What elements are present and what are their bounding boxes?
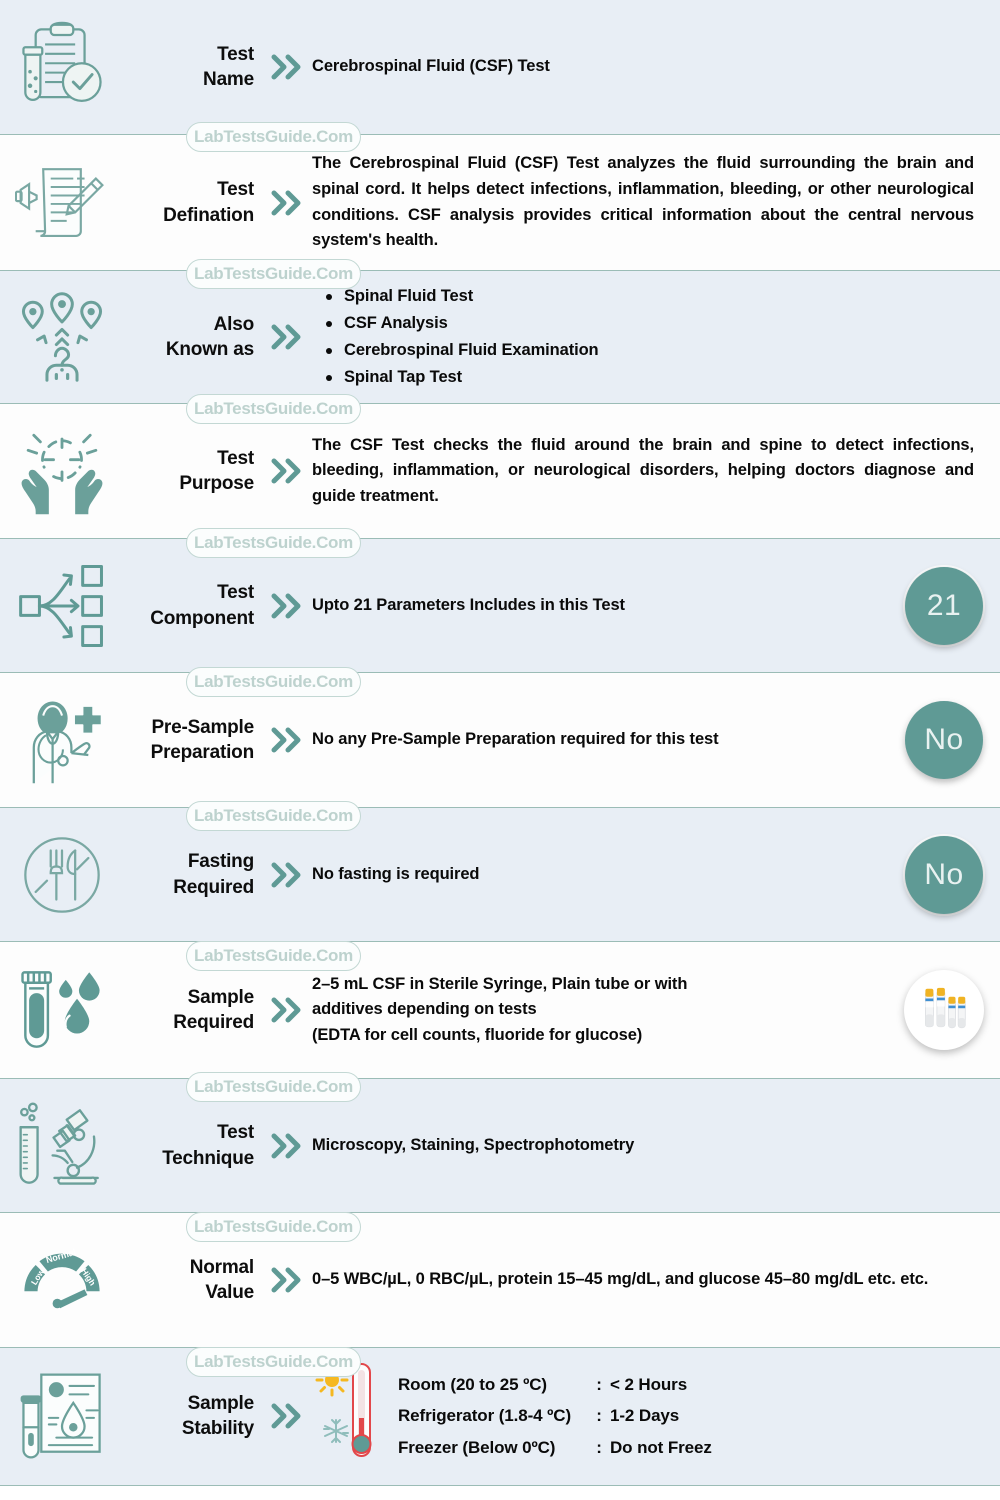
gauge-low-normal-high-icon	[0, 1213, 118, 1347]
list-item: Spinal Fluid Test	[312, 283, 976, 310]
blood-collection-tubes-icon	[904, 970, 984, 1050]
microscope-tube-icon	[0, 1079, 118, 1213]
value-line-1: 2–5 mL CSF in Sterile Syringe, Plain tube or with	[312, 974, 688, 993]
aka-list	[312, 283, 976, 392]
chevron-right-icon	[258, 1262, 312, 1298]
row-test-component	[0, 538, 1000, 674]
document-pen-announcement-icon	[0, 135, 118, 270]
status-badge-fasting: No	[905, 836, 983, 914]
label-line-2: Component	[150, 607, 254, 629]
row-fasting-required	[0, 807, 1000, 943]
chevron-right-icon	[258, 992, 312, 1028]
row-label-test-purpose	[118, 446, 258, 497]
label-line-1: Test	[217, 43, 254, 65]
row-value-test-defination: The Cerebrospinal Fluid (CSF) Test analyzes the fluid surrounding the brain and spinal cord. It helps detect infections, inflammation, bleeding, or other neurological conditions. CSF analysis provides critical information about the central nervous system's health.	[312, 154, 974, 250]
chevron-right-icon	[258, 185, 312, 221]
row-label-test-defination	[118, 177, 258, 228]
label-line-2: Known as	[165, 339, 254, 360]
watermark-2: LabTestsGuide.Com	[186, 259, 361, 289]
watermark-1: LabTestsGuide.Com	[186, 122, 361, 152]
label-line-2: Preparation	[150, 742, 254, 763]
watermark-4: LabTestsGuide.Com	[186, 528, 361, 558]
row-test-purpose	[0, 403, 1000, 539]
value-line-3: (EDTA for cell counts, fluoride for glucose)	[312, 1025, 643, 1044]
row-value-normal-value: 0–5 WBC/µL, 0 RBC/µL, protein 15–45 mg/dL, and glucose 45–80 mg/dL etc. etc.	[312, 1270, 929, 1289]
watermark-9: LabTestsGuide.Com	[186, 1212, 361, 1242]
chevron-right-icon	[258, 453, 312, 489]
row-label-test-component	[118, 580, 258, 631]
chevron-right-icon	[258, 857, 312, 893]
stability-separator: :	[596, 1374, 602, 1394]
list-item: CSF Analysis	[312, 310, 976, 337]
doctor-cross-icon	[0, 673, 118, 807]
status-badge-pre-sample: No	[905, 701, 983, 779]
chevron-right-icon	[258, 588, 312, 624]
label-line-2: Defination	[163, 204, 254, 226]
row-label-test-name	[118, 42, 258, 93]
stability-condition: Room (20 to 25 ºC)	[398, 1374, 547, 1394]
badge-cell	[888, 836, 1000, 914]
stability-row-freezer	[398, 1432, 712, 1463]
label-line-1: Test	[217, 179, 254, 201]
label-line-1: Test	[217, 447, 254, 469]
label-line-2: Purpose	[179, 473, 254, 494]
chevron-right-icon	[258, 319, 312, 355]
gauge-label-low: Low	[28, 1267, 47, 1287]
label-line-2: Name	[203, 69, 254, 90]
row-sample-stability	[0, 1347, 1000, 1486]
label-line-2: Required	[173, 1012, 254, 1033]
label-line-1: Pre-Sample	[151, 716, 254, 738]
label-line-1: Sample	[187, 1392, 254, 1414]
row-value-also-known-as	[312, 283, 1000, 392]
snowflake-icon	[324, 1420, 348, 1442]
chevron-right-icon	[258, 1128, 312, 1164]
stability-separator: :	[596, 1437, 602, 1457]
row-value-fasting-required: No fasting is required	[312, 864, 480, 883]
row-label-test-technique	[118, 1120, 258, 1171]
row-value-pre-sample-preparation: No any Pre-Sample Preparation required for this test	[312, 730, 719, 749]
chevron-right-icon	[258, 722, 312, 758]
branching-nodes-icon	[0, 539, 118, 673]
label-line-2: Technique	[162, 1147, 254, 1169]
list-item: Spinal Tap Test	[312, 364, 976, 391]
stability-duration: Do not Freez	[610, 1437, 712, 1457]
status-badge-component-count: 21	[905, 567, 983, 645]
label-line-1: Test	[217, 1122, 254, 1144]
row-value-test-purpose: The CSF Test checks the fluid around the brain and spine to detect infections, bleeding, inflammation, or neurological disorders, helping doctors diagnose and guide treatment.	[312, 435, 974, 505]
label-line-1: Fasting	[187, 851, 254, 873]
row-value-test-technique: Microscopy, Staining, Spectrophotometry	[312, 1135, 635, 1154]
list-item: Cerebrospinal Fluid Examination	[312, 337, 976, 364]
label-line-2: Value	[205, 1282, 254, 1303]
stability-condition: Freezer (Below 0ºC)	[398, 1437, 556, 1457]
badge-cell	[888, 701, 1000, 779]
label-line-2: Stability	[181, 1418, 254, 1439]
value-line-2: additives depending on tests	[312, 1000, 537, 1019]
label-line-2: Required	[173, 876, 254, 898]
label-line-1: Normal	[189, 1256, 254, 1278]
watermark-5: LabTestsGuide.Com	[186, 667, 361, 697]
watermark-8: LabTestsGuide.Com	[186, 1072, 361, 1102]
thermometer-icon	[353, 1364, 371, 1456]
watermark-6: LabTestsGuide.Com	[186, 801, 361, 831]
gauge-label-normal: Normal	[44, 1246, 78, 1266]
row-label-fasting-required	[118, 849, 258, 900]
test-tube-drops-icon	[0, 942, 118, 1078]
row-value-sample-required	[312, 972, 888, 1049]
chevron-right-icon	[258, 49, 312, 85]
stability-table	[398, 1369, 712, 1463]
hands-target-brain-icon	[0, 404, 118, 538]
row-label-pre-sample-preparation	[118, 715, 258, 766]
row-pre-sample-preparation	[0, 672, 1000, 808]
fork-knife-circle-icon	[0, 808, 118, 942]
stability-duration: 1-2 Days	[610, 1406, 680, 1426]
badge-cell	[888, 970, 1000, 1050]
stability-row-refrigerator	[398, 1400, 712, 1431]
label-line-1: Sample	[187, 986, 254, 1008]
watermark-7: LabTestsGuide.Com	[186, 941, 361, 971]
badge-cell	[888, 567, 1000, 645]
question-thinking-pins-icon	[0, 271, 118, 404]
stability-separator: :	[596, 1406, 602, 1426]
chevron-right-icon	[258, 1398, 312, 1434]
watermark-3: LabTestsGuide.Com	[186, 394, 361, 424]
row-label-sample-stability	[118, 1391, 258, 1442]
gauge-label-high: High	[79, 1266, 98, 1288]
row-test-defination	[0, 134, 1000, 271]
row-test-technique	[0, 1078, 1000, 1214]
row-value-test-component: Upto 21 Parameters Includes in this Test	[312, 595, 625, 614]
stability-duration: < 2 Hours	[610, 1374, 688, 1394]
stability-row-room	[398, 1369, 712, 1400]
row-sample-required	[0, 941, 1000, 1079]
label-line-1: Also	[213, 313, 254, 335]
stability-condition: Refrigerator (1.8-4 ºC)	[398, 1406, 572, 1426]
row-label-normal-value	[118, 1255, 258, 1306]
row-normal-value	[0, 1212, 1000, 1348]
row-label-also-known-as	[118, 312, 258, 363]
watermark-10: LabTestsGuide.Com	[186, 1347, 361, 1377]
row-label-sample-required	[118, 985, 258, 1036]
row-test-name	[0, 0, 1000, 136]
clipboard-sample-check-icon	[0, 0, 118, 135]
row-value-sample-stability	[312, 1358, 1000, 1475]
row-also-known-as	[0, 270, 1000, 405]
label-line-1: Test	[217, 582, 254, 604]
row-value-test-name: Cerebrospinal Fluid (CSF) Test	[312, 57, 550, 76]
sample-report-drop-icon	[0, 1348, 118, 1485]
